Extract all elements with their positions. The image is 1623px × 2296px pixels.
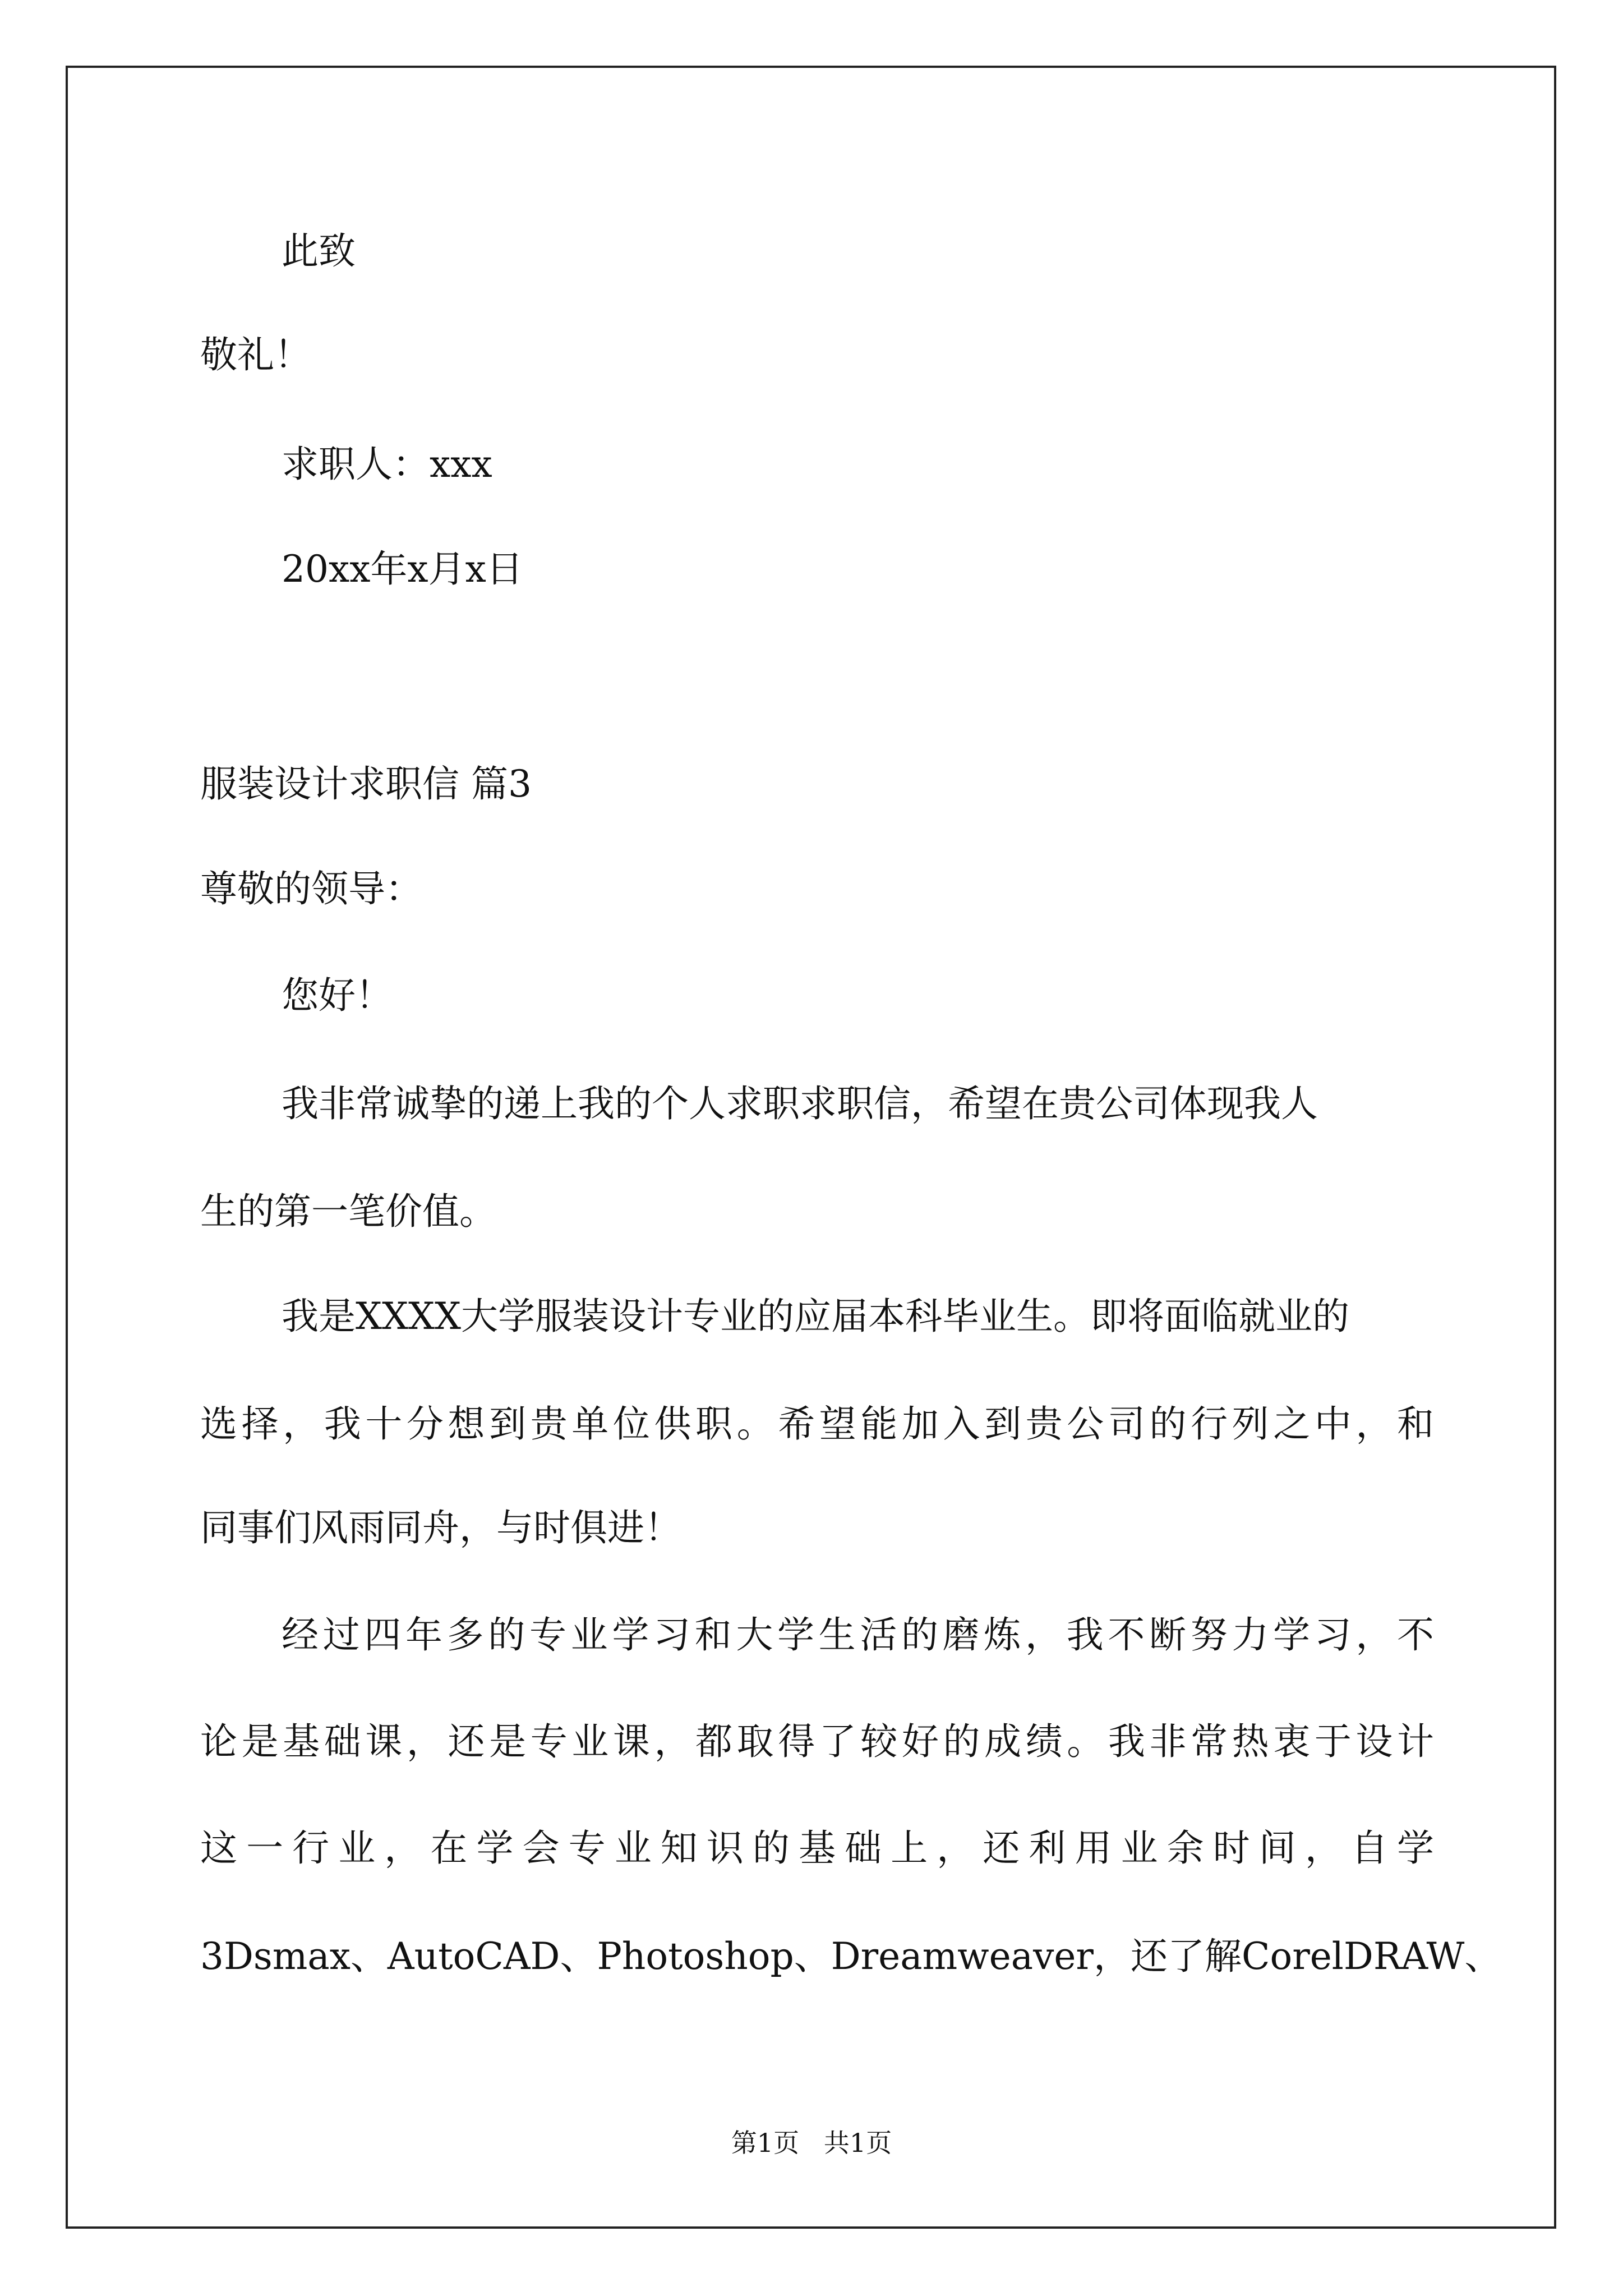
paragraph-line: 选择，我十分想到贵单位供职。希望能加入到贵公司的行列之中，和: [200, 1402, 1434, 1446]
date: 20xx年x月x日: [282, 547, 523, 591]
closing-respect: 敬礼！: [200, 333, 311, 376]
paragraph-line: 我非常诚挚的递上我的个人求职求职信，希望在贵公司体现我人: [282, 1082, 1318, 1125]
paragraph-line: 同事们风雨同舟，与时俱进！: [200, 1506, 681, 1549]
closing-salutation: 此致: [282, 229, 356, 273]
paragraph-line: 3Dsmax、AutoCAD、Photoshop、Dreamweaver，还了解CorelDRAW、: [200, 1935, 1502, 1978]
hello: 您好！: [282, 974, 393, 1017]
page-border: [66, 66, 1556, 2229]
page-footer: 第1页 共1页: [731, 2128, 892, 2158]
paragraph-line: 生的第一笔价值。: [200, 1190, 496, 1233]
paragraph-line: 论是基础课，还是专业课，都取得了较好的成绩。我非常热衷于设计: [200, 1720, 1434, 1763]
paragraph-line: 这一行业，在学会专业知识的基础上，还利用业余时间，自学: [200, 1826, 1434, 1870]
section-title: 服装设计求职信 篇3: [200, 762, 532, 806]
paragraph-line: 经过四年多的专业学习和大学生活的磨炼，我不断努力学习，不: [282, 1613, 1434, 1657]
greeting: 尊敬的领导：: [200, 867, 422, 910]
signature: 求职人：xxx: [282, 443, 492, 486]
paragraph-line: 我是XXXX大学服装设计专业的应届本科毕业生。即将面临就业的: [282, 1295, 1349, 1338]
